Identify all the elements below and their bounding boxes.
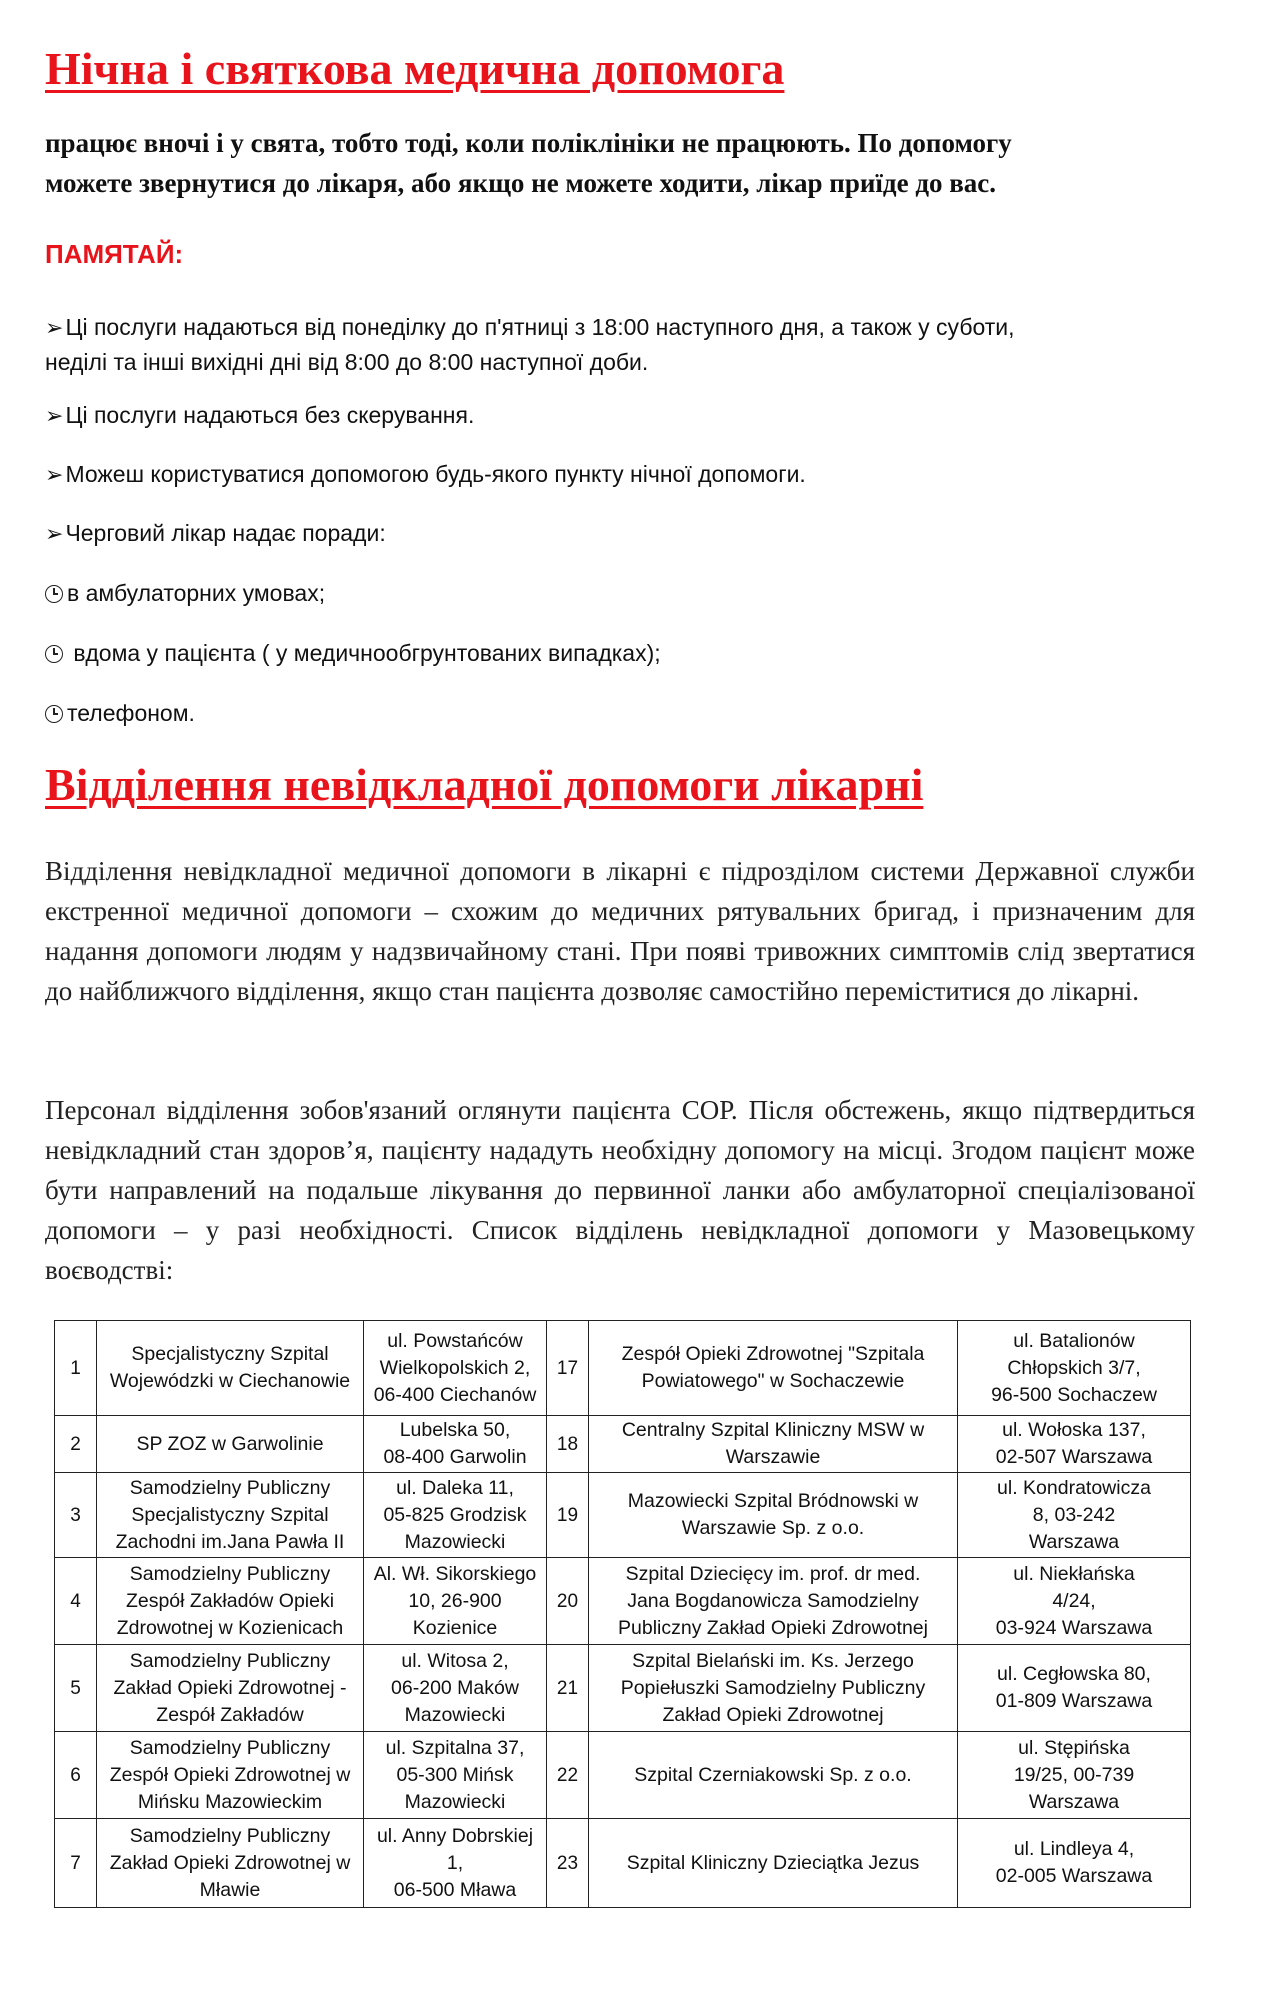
hospital-name-line: Samodzielny Publiczny [129,1736,331,1759]
hospital-name-line: Samodzielny Publiczny [129,1824,331,1847]
hospital-name-line: Szpital Dziecięcy im. prof. dr med. [625,1562,921,1585]
hospital-name [97,1321,364,1416]
hospital-table [54,1320,1191,1908]
hospital-address-line: Lubelska 50, [399,1419,511,1441]
hospital-name [97,1645,364,1732]
clock-icon [45,645,63,663]
hospital-address-line: Al. Wł. Sikorskiego [373,1562,537,1585]
hospital-name-line: Szpital Bielański im. Ks. Jerzego [632,1649,914,1672]
hospital-address-line: 05-825 Grodzisk [383,1503,527,1526]
hospital-name-line: Specjalistyczny Szpital [131,1503,329,1526]
hospital-name-line: Specjalistyczny Szpital [131,1343,329,1365]
bullet-item [45,457,1225,492]
intro-line-1: працює вночі і у свята, тобто тоді, коли поліклініки не працюють. По допомогу [45,128,1012,158]
hospital-name [97,1473,364,1558]
hospital-name-line: Zachodni im.Jana Pawła II [115,1530,345,1553]
arrow-bullet-icon: ➢ [45,521,64,546]
hospital-name-line: Zespół Zakładów Opieki [125,1589,335,1612]
hospital-number: 5 [55,1645,97,1732]
hospital-name-line: Publiczny Zakład Opieki Zdrowotnej [618,1616,928,1639]
hospital-name-line: Wojewódzki w Ciechanowie [109,1370,351,1392]
hospital-number: 2 [55,1416,97,1473]
emergency-paragraph-1: Відділення невідкладної медичної допомоги в лікарні є підрозділом системи Державної служби екстренної медичної допомоги – схожим до медичних рятувальних бригад, і призначеним для надання допомоги людям у надзвичайному стані. При появі тривожних симптомів слід звертатися до найближчого відділення, якщо стан пацієнта дозволяє самостійно переміститися до лікарні. [45,856,1195,1006]
hospital-address-line: 4/24, [1052,1589,1096,1612]
hospital-name [97,1819,364,1908]
hospital-name-line: Zakład Opieki Zdrowotnej w [109,1851,351,1874]
hospital-address [958,1416,1191,1473]
arrow-bullet-icon: ➢ [45,315,64,340]
hospital-address [958,1473,1191,1558]
hospital-address-line: 06-200 Maków [391,1676,519,1699]
sub-bullet-text: телефоном. [67,700,195,726]
hospital-address-line: ul. Daleka 11, [396,1476,514,1499]
hospital-number: 1 [55,1321,97,1416]
hospital-address-line: Mazowiecki [404,1530,506,1553]
hospital-address [364,1819,547,1908]
section-emergency-department-heading: Відділення невідкладної допомоги лікарні [45,759,924,810]
hospital-address [958,1645,1191,1732]
hospital-address [958,1321,1191,1416]
intro-line-2: можете звернутися до лікаря, або якщо не можете ходити, лікар приїде до вас. [45,168,997,198]
table-row [55,1321,1191,1416]
hospital-name [589,1416,958,1473]
hospital-address-line: Chłopskich 3/7, [1007,1356,1141,1379]
hospital-address-line: ul. Batalionów [1013,1329,1135,1352]
hospital-name [589,1732,958,1819]
bullet-text: Ці послуги надаються від понеділку до п'ятниці з 18:00 наступного дня, а також у суботи, [65,314,1015,340]
hospital-name-line: Zespół Opieki Zdrowotnej "Szpitala [621,1343,925,1365]
bullet-text: Ці послуги надаються без скерування. [65,402,475,428]
bullet-text: Можеш користуватися допомогою будь-якого пункту нічної допомоги. [65,461,806,487]
bullet-item [45,398,1225,433]
hospital-address-line: 01-809 Warszawa [995,1690,1153,1712]
hospital-address [958,1732,1191,1819]
hospital-name [97,1416,364,1473]
remember-label: ПАМЯТАЙ: [45,239,184,269]
sub-bullet-item [45,576,1225,610]
hospital-number: 21 [547,1645,589,1732]
hospital-name [589,1321,958,1416]
hospital-address-line: ul. Kondratowicza [997,1476,1151,1499]
hospital-address-line: ul. Witosa 2, [401,1649,509,1672]
hospital-address [958,1819,1191,1908]
bullet-text: Черговий лікар надає поради: [65,520,386,546]
hospital-name-line: Warszawie Sp. z o.o. [681,1517,865,1539]
hospital-address-line: 08-400 Garwolin [383,1446,527,1468]
hospital-name [97,1558,364,1645]
hospital-name [97,1732,364,1819]
hospital-address-line: ul. Lindleya 4, [1013,1838,1135,1860]
arrow-bullet-icon: ➢ [45,403,64,428]
hospital-address-line: 02-507 Warszawa [995,1446,1153,1468]
table-row [55,1819,1191,1908]
hospital-address-line: ul. Stępińska [1018,1736,1130,1759]
hospital-number: 18 [547,1416,589,1473]
table-row [55,1732,1191,1819]
bullet-item [45,516,1225,551]
hospital-name-line: Szpital Kliniczny Dzieciątka Jezus [626,1851,920,1874]
hospital-name [589,1558,958,1645]
table-row [55,1473,1191,1558]
hospital-number: 4 [55,1558,97,1645]
clock-icon [45,705,63,723]
hospital-address-line: 05-300 Mińsk [396,1763,514,1786]
hospital-address-line: Wielkopolskich 2, [379,1356,531,1379]
hospital-name-line: Szpital Czerniakowski Sp. z o.o. [634,1763,912,1786]
hospital-name-line: Samodzielny Publiczny [129,1649,331,1672]
hospital-address-line: ul. Powstańców [387,1329,523,1352]
hospital-address-line: 03-924 Warszawa [995,1616,1153,1639]
hospital-number: 22 [547,1732,589,1819]
emergency-paragraph-2: Персонал відділення зобов'язаний оглянути пацієнта СОР. Після обстежень, якщо підтвердиться невідкладний стан здоров’я, пацієнту нададуть необхідну допомогу на місці. Згодом пацієнт може бути направлений на подальше лікування до первинної ланки або амбулаторної спеціалізованої допомоги – у разі необхідності. Список відділень невідкладної допомоги у Мазовецькому воєводстві: [45,1095,1195,1285]
hospital-address [364,1732,547,1819]
hospital-address-line: Warszawa [1028,1530,1120,1553]
hospital-address-line: 02-005 Warszawa [995,1865,1153,1887]
hospital-table-body [55,1321,1191,1908]
hospital-name-line: Mławie [199,1878,261,1901]
hospital-number: 7 [55,1819,97,1908]
hospital-name [589,1645,958,1732]
table-row [55,1416,1191,1473]
hospital-address-line: 06-500 Mława [393,1878,517,1901]
hospital-name-line: Zdrowotnej w Kozienicach [116,1616,344,1639]
hospital-address-line: 96-500 Sochaczew [991,1383,1157,1406]
table-row [55,1558,1191,1645]
hospital-name-line: Samodzielny Publiczny [129,1476,331,1499]
hospital-name-line: Warszawie [725,1446,821,1468]
hospital-number: 3 [55,1473,97,1558]
hospital-address-line: ul. Wołoska 137, [1002,1419,1146,1441]
hospital-name-line: Mazowiecki Szpital Bródnowski w [627,1490,919,1512]
bullet-text-cont: неділі та інші вихідні дні від 8:00 до 8:00 наступної доби. [45,349,649,375]
night-care-intro [45,123,1195,203]
hospital-address [364,1473,547,1558]
section-night-care-heading: Нічна і святкова медична допомога [45,43,785,94]
hospital-number: 6 [55,1732,97,1819]
hospital-name [589,1819,958,1908]
hospital-name-line: SP ZOZ w Garwolinie [136,1432,324,1455]
hospital-name [589,1473,958,1558]
hospital-name-line: Zakład Opieki Zdrowotnej [662,1703,884,1726]
sub-bullet-text: в амбулаторних умовах; [67,580,326,606]
hospital-address-line: Mazowiecki [404,1703,506,1726]
hospital-address [364,1321,547,1416]
hospital-address-line: 10, 26-900 Kozienice [408,1589,502,1639]
hospital-address [364,1558,547,1645]
sub-bullet-item [45,696,1225,730]
hospital-address [364,1645,547,1732]
arrow-bullet-icon: ➢ [45,462,64,487]
hospital-number: 19 [547,1473,589,1558]
sub-bullet-text: вдома у пацієнта ( у медичнообгрунтованих випадках); [73,640,661,666]
hospital-name-line: Centralny Szpital Kliniczny MSW w [621,1419,925,1441]
hospital-address-line: ul. Cegłowska 80, [997,1663,1151,1685]
hospital-name-line: Zakład Opieki Zdrowotnej - [113,1676,347,1699]
hospital-name-line: Mińsku Mazowieckim [137,1790,323,1813]
hospital-address-line: 8, 03-242 [1032,1503,1116,1526]
hospital-name-line: Powiatowego" w Sochaczewie [641,1370,905,1392]
hospital-name-line: Popiełuszki Samodzielny Publiczny [620,1676,926,1699]
sub-bullet-item [45,636,1225,670]
hospital-address [364,1416,547,1473]
hospital-name-line: Samodzielny Publiczny [129,1562,331,1585]
hospital-number: 17 [547,1321,589,1416]
hospital-name-line: Jana Bogdanowicza Samodzielny [627,1589,919,1612]
hospital-name-line: Zespół Opieki Zdrowotnej w [109,1763,351,1786]
clock-icon [45,585,63,603]
hospital-address-line: 06-400 Ciechanów [373,1383,537,1406]
hospital-name-line: Zespół Zakładów [156,1703,304,1726]
hospital-address-line: ul. Anny Dobrskiej 1, [376,1824,534,1874]
hospital-number: 23 [547,1819,589,1908]
hospital-address-line: ul. Szpitalna 37, [385,1736,525,1759]
hospital-address-line: ul. Niekłańska [1013,1562,1135,1585]
hospital-address-line: Mazowiecki [404,1790,506,1813]
hospital-address [958,1558,1191,1645]
table-row [55,1645,1191,1732]
hospital-number: 20 [547,1558,589,1645]
hospital-address-line: 19/25, 00-739 [1013,1763,1135,1786]
hospital-address-line: Warszawa [1028,1790,1120,1813]
bullet-item [45,310,1225,379]
